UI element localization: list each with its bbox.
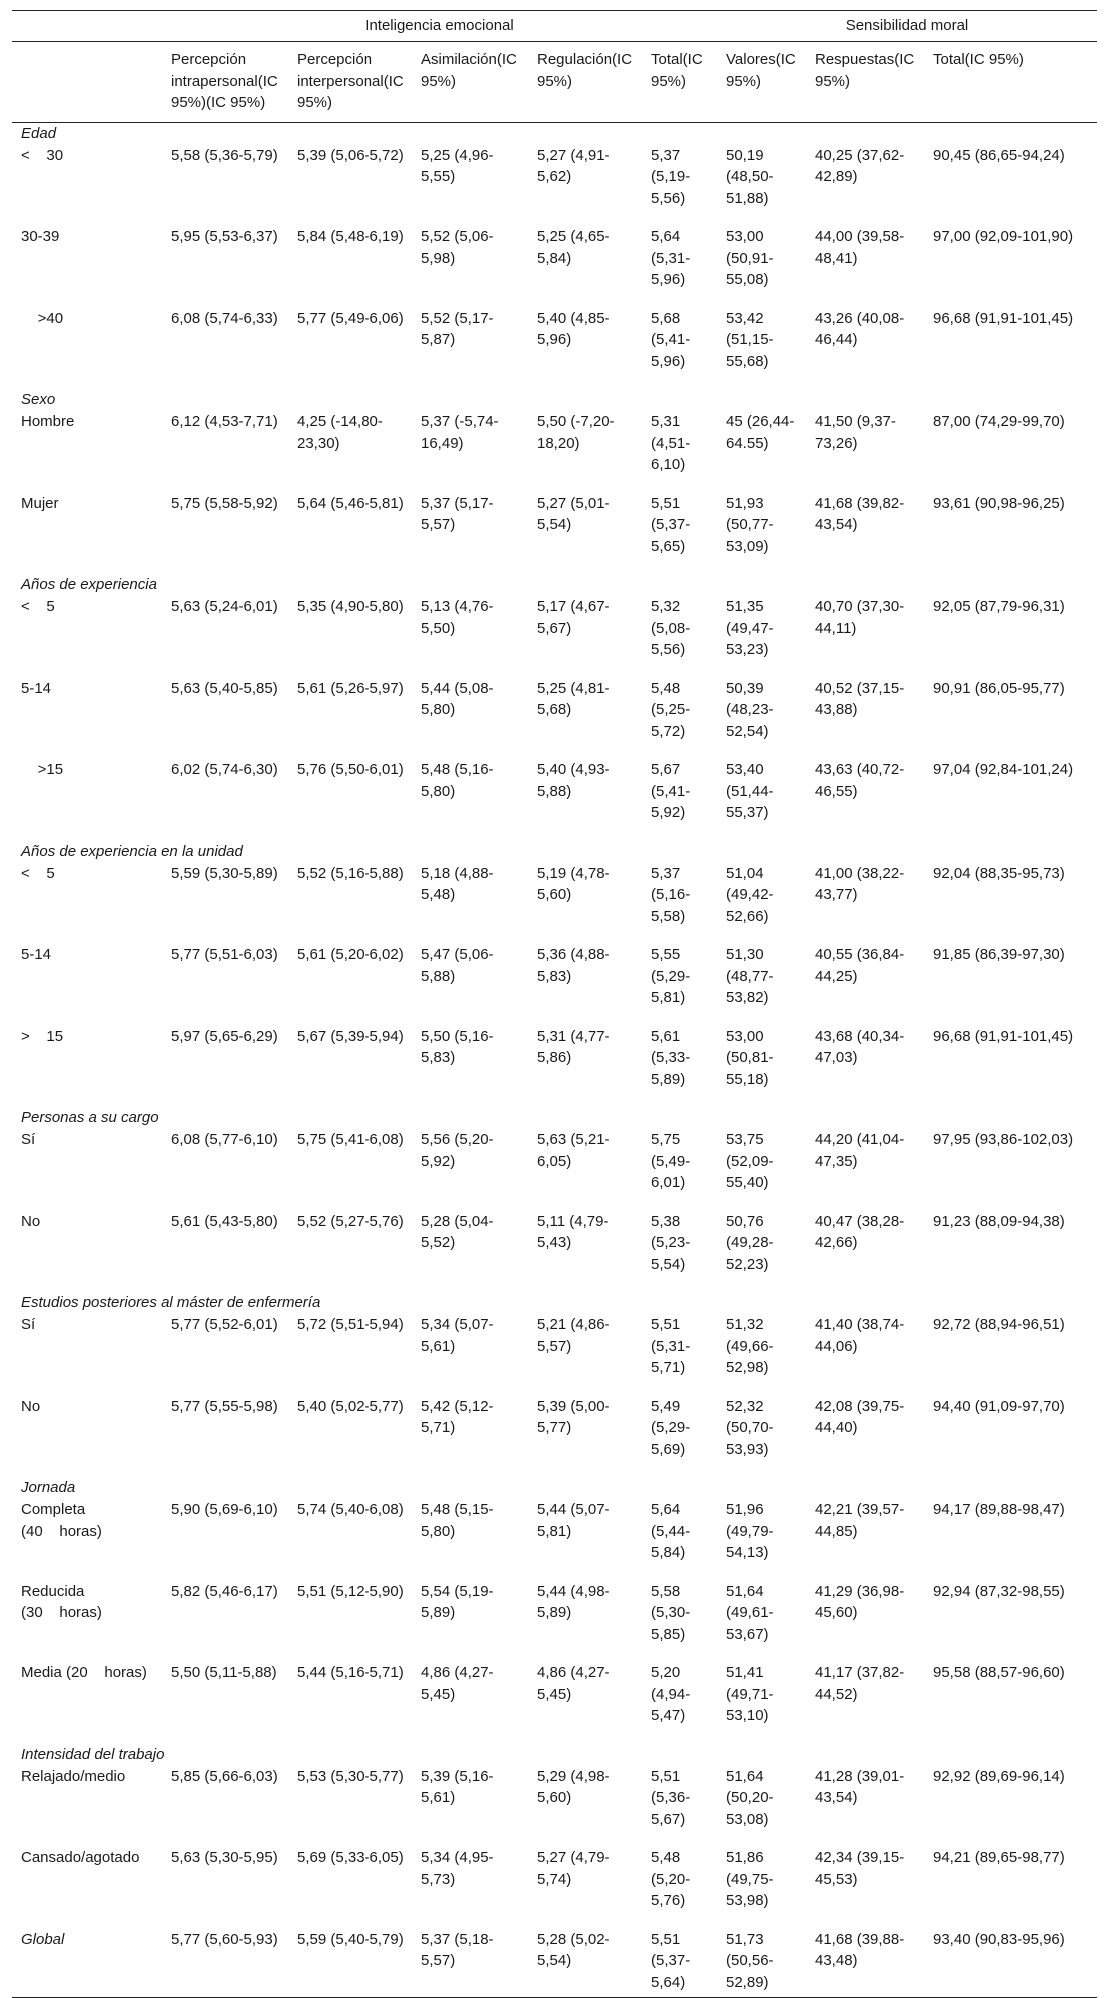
table-cell: 94,21 (89,65-98,77) (933, 1849, 1065, 1866)
table-cell: 96,68 (91,91-101,45) (933, 1027, 1074, 1045)
table-cell: 5,53 (5,30-5,77) (297, 1767, 404, 1785)
row-label: No (21, 1212, 41, 1230)
table-cell: 40,52 (37,15-43,88) (815, 679, 905, 718)
table-cell: 5,61 (5,26-5,97) (297, 679, 404, 697)
table-cell: 5,37 (5,19-5,56) (651, 146, 691, 207)
row-label: 5-14 (21, 946, 52, 963)
table-cell: 92,94 (87,32-98,55) (933, 1582, 1065, 1600)
table-row (12, 596, 1097, 678)
table-cell: 4,25 (-14,80-23,30) (297, 413, 383, 452)
table-cell: 5,64 (5,44-5,84) (651, 1501, 691, 1561)
table-row (12, 944, 1097, 1026)
table-cell: 53,75 (52,09-55,40) (726, 1131, 774, 1191)
table-cell: 4,86 (4,27-5,45) (421, 1664, 494, 1703)
table-cell: 53,40 (51,44-55,37) (726, 761, 774, 821)
table-row (12, 1847, 1097, 1929)
table-cell: 43,68 (40,34-47,03) (815, 1027, 905, 1066)
row-label: >40 (21, 309, 64, 327)
table-cell: 5,28 (5,02-5,54) (528, 1929, 642, 1998)
table-cell: 51,35 (49,47-53,23) (726, 598, 774, 658)
section-title: Estudios posteriores al máster de enfermería (21, 1294, 321, 1311)
table-cell: 5,44 (4,98-5,89) (537, 1582, 610, 1621)
table-cell: 5,19 (4,78-5,60) (537, 864, 610, 903)
column-header-valores: Valores(IC 95%) (717, 42, 806, 123)
table-cell: 5,52 (5,06-5,98) (421, 228, 494, 267)
table-cell: 5,11 (4,79-5,43) (537, 1212, 609, 1251)
table-cell: 45 (26,44-64.55) (726, 413, 795, 452)
table-cell: 5,72 (5,51-5,94) (297, 1316, 404, 1333)
table-cell: 5,49 (5,29-5,69) (651, 1397, 691, 1458)
table-row (12, 145, 1097, 227)
table-cell: 52,32 (50,70-53,93) (726, 1397, 774, 1458)
table-cell: 41,50 (9,37-73,26) (815, 413, 896, 452)
table-cell: 5,61 (5,43-5,80) (171, 1212, 278, 1230)
table-cell: 43,26 (40,08-46,44) (815, 309, 905, 348)
column-header-label (12, 42, 162, 123)
table-cell: 5,51 (5,37-5,64) (642, 1929, 717, 1998)
table-cell: 94,40 (91,09-97,70) (933, 1397, 1065, 1415)
table-cell: 92,72 (88,94-96,51) (933, 1316, 1065, 1333)
table-cell: 5,18 (4,88-5,48) (421, 864, 494, 903)
table-cell: 5,21 (4,86-5,57) (537, 1316, 610, 1355)
table-cell: 5,34 (5,07-5,61) (421, 1316, 494, 1355)
table-cell: 5,67 (5,39-5,94) (297, 1027, 404, 1045)
table-row (12, 226, 1097, 308)
column-header-respuestas: Respuestas(IC 95%) (806, 42, 924, 123)
table-cell: 5,48 (5,25-5,72) (651, 679, 691, 740)
section-title: Años de experiencia en la unidad (21, 842, 243, 860)
column-header-total-ie: Total(IC 95%) (642, 42, 717, 123)
table-cell: 5,63 (5,30-5,95) (171, 1849, 278, 1866)
table-cell: 5,85 (5,66-6,03) (171, 1767, 278, 1785)
section-header-row (12, 574, 1097, 596)
row-label: < 5 (21, 598, 55, 615)
table-cell: 5,52 (5,27-5,76) (297, 1212, 404, 1230)
table-cell: 5,27 (4,91-5,62) (537, 146, 610, 185)
table-cell: 93,61 (90,98-96,25) (933, 494, 1065, 512)
row-label: > 15 (21, 1027, 64, 1045)
table-cell: 51,93 (50,77-53,09) (726, 494, 774, 555)
table-cell: 5,55 (5,29-5,81) (651, 946, 691, 1006)
table-cell: 5,75 (5,41-6,08) (297, 1131, 404, 1148)
table-row (12, 678, 1097, 760)
section-title: Edad (21, 124, 57, 142)
table-cell: 5,40 (4,85-5,96) (537, 309, 610, 348)
table-cell: 90,45 (86,65-94,24) (933, 146, 1065, 164)
table-cell: 5,54 (5,19-5,89) (421, 1582, 494, 1621)
table-cell: 5,39 (5,16-5,61) (421, 1767, 494, 1806)
table-cell: 44,20 (41,04-47,35) (815, 1131, 905, 1170)
table-cell: 6,08 (5,77-6,10) (171, 1131, 278, 1148)
table-cell: 5,95 (5,53-6,37) (171, 228, 278, 245)
table-cell: 5,37 (-5,74-16,49) (421, 413, 499, 452)
table-cell: 5,52 (5,16-5,88) (297, 864, 404, 882)
table-cell: 5,64 (5,31-5,96) (651, 228, 691, 288)
row-label: Cansado/agotado (21, 1849, 140, 1866)
table-cell: 5,82 (5,46-6,17) (171, 1582, 278, 1600)
table-cell: 50,76 (49,28-52,23) (726, 1212, 774, 1273)
section-header-row (12, 1292, 1097, 1314)
table-cell: 4,86 (4,27-5,45) (537, 1664, 610, 1703)
table-cell: 5,63 (5,40-5,85) (171, 679, 278, 697)
table-row (12, 1211, 1097, 1293)
table-cell: 5,51 (5,31-5,71) (651, 1316, 691, 1376)
table-row (12, 863, 1097, 945)
table-cell: 97,00 (92,09-101,90) (933, 228, 1074, 245)
table-cell: 97,95 (93,86-102,03) (933, 1131, 1074, 1148)
table-cell: 5,67 (5,41-5,92) (651, 761, 691, 821)
table-row (12, 1662, 1097, 1744)
table-cell: 95,58 (88,57-96,60) (933, 1664, 1065, 1681)
table-cell: 51,86 (49,75-53,98) (726, 1849, 774, 1909)
table-cell: 41,68 (39,82-43,54) (815, 494, 905, 533)
section-title: Años de experiencia (21, 576, 157, 593)
table-cell: 51,04 (49,42-52,66) (726, 864, 774, 925)
table-cell: 53,42 (51,15-55,68) (726, 309, 774, 370)
table-cell: 5,47 (5,06-5,88) (421, 946, 494, 985)
table-row (12, 308, 1097, 390)
table-row (12, 1581, 1097, 1663)
global-row (12, 1929, 1097, 1998)
table-row (12, 759, 1097, 841)
header-group-inteligencia-emocional: Inteligencia emocional (162, 11, 717, 42)
global-label: Global (12, 1929, 162, 1998)
column-header-total-sm: Total(IC 95%) (924, 42, 1097, 123)
column-header-regulacion: Regulación(IC 95%) (528, 42, 642, 123)
table-cell: 5,63 (5,24-6,01) (171, 598, 278, 615)
table-row (12, 411, 1097, 493)
table-cell: 96,68 (91,91-101,45) (933, 309, 1074, 327)
table-cell: 5,44 (5,08-5,80) (421, 679, 494, 718)
table-cell: 5,75 (5,49-6,01) (651, 1131, 691, 1191)
table-cell: 6,02 (5,74-6,30) (171, 761, 278, 778)
table-cell: 42,08 (39,75-44,40) (815, 1397, 905, 1436)
table-cell: 5,48 (5,16-5,80) (421, 761, 494, 800)
table-cell: 5,63 (5,21-6,05) (537, 1131, 610, 1170)
table-cell: 5,64 (5,46-5,81) (297, 494, 404, 512)
table-cell: 5,42 (5,12-5,71) (421, 1397, 494, 1436)
table-cell: 5,25 (4,65-5,84) (537, 228, 610, 267)
table-row (12, 1129, 1097, 1211)
header-group-empty (12, 11, 162, 42)
table-cell: 5,28 (5,04-5,52) (421, 1212, 494, 1251)
table-header (12, 11, 1097, 123)
row-label: Hombre (21, 413, 75, 430)
table-cell: 40,55 (36,84-44,25) (815, 946, 905, 985)
table-cell: 5,51 (5,12-5,90) (297, 1582, 404, 1600)
section-header-row (12, 122, 1097, 145)
table-cell: 5,77 (5,49-6,06) (297, 309, 404, 327)
table-cell: 5,48 (5,15-5,80) (421, 1501, 494, 1540)
table-cell: 40,70 (37,30-44,11) (815, 598, 905, 637)
table-cell: 5,75 (5,58-5,92) (171, 494, 278, 512)
table-cell: 42,21 (39,57-44,85) (815, 1501, 905, 1540)
table-cell: 6,08 (5,74-6,33) (171, 309, 278, 327)
table-row (12, 1499, 1097, 1581)
table-cell: 51,73 (50,56-52,89) (717, 1929, 806, 1998)
table-cell: 43,63 (40,72-46,55) (815, 761, 905, 800)
table-cell: 91,85 (86,39-97,30) (933, 946, 1065, 963)
table-cell: 5,13 (4,76-5,50) (421, 598, 494, 637)
table-cell: 5,25 (4,96-5,55) (421, 146, 494, 185)
row-label: Media (20 horas) (21, 1664, 147, 1681)
table-cell: 51,64 (49,61-53,67) (726, 1582, 774, 1643)
table-cell: 92,05 (87,79-96,31) (933, 598, 1065, 615)
section-title: Jornada (21, 1479, 76, 1496)
table-cell: 5,69 (5,33-6,05) (297, 1849, 404, 1866)
table-row (12, 1396, 1097, 1478)
table-cell: 87,00 (74,29-99,70) (933, 413, 1065, 430)
table-cell: 41,28 (39,01-43,54) (815, 1767, 905, 1806)
table-cell: 5,40 (4,93-5,88) (537, 761, 610, 800)
table-cell: 5,35 (4,90-5,80) (297, 598, 404, 615)
header-column-row (12, 42, 1097, 123)
table-cell: 42,34 (39,15-45,53) (815, 1849, 905, 1888)
table-cell: 5,36 (4,88-5,83) (537, 946, 610, 985)
table-cell: 53,00 (50,81-55,18) (726, 1027, 774, 1088)
table-cell: 5,39 (5,06-5,72) (297, 146, 404, 164)
header-group-sensibilidad-moral: Sensibilidad moral (717, 11, 1097, 42)
table-cell: 5,76 (5,50-6,01) (297, 761, 404, 778)
table-cell: 5,77 (5,52-6,01) (171, 1316, 278, 1333)
row-label: >15 (21, 761, 64, 778)
table-cell: 5,77 (5,51-6,03) (171, 946, 278, 963)
row-label: Reducida (30 horas) (21, 1582, 102, 1621)
table-cell: 5,56 (5,20-5,92) (421, 1131, 494, 1170)
table-cell: 41,00 (38,22-43,77) (815, 864, 905, 903)
table-cell: 44,00 (39,58-48,41) (815, 228, 905, 267)
column-header-percepcion-intrapersonal: Percepción intrapersonal(IC 95%)(IC 95%) (162, 42, 288, 123)
row-label: Mujer (21, 494, 59, 512)
table-cell: 50,19 (48,50-51,88) (726, 146, 774, 207)
table-cell: 5,44 (5,16-5,71) (297, 1664, 404, 1681)
table-cell: 5,27 (4,79-5,74) (537, 1849, 610, 1888)
header-group-row (12, 11, 1097, 42)
table-cell: 5,48 (5,20-5,76) (651, 1849, 691, 1909)
table-cell: 5,25 (4,81-5,68) (537, 679, 610, 718)
table-cell: 5,20 (4,94-5,47) (651, 1664, 691, 1724)
table-cell: 5,40 (5,02-5,77) (297, 1397, 404, 1415)
table-cell: 53,00 (50,91-55,08) (726, 228, 774, 288)
row-label: Sí (21, 1131, 36, 1148)
table-body (12, 122, 1097, 1998)
table-cell: 5,50 (5,11-5,88) (171, 1664, 277, 1681)
results-table-container (12, 10, 1097, 1998)
table-cell: 5,58 (5,30-5,85) (651, 1582, 691, 1643)
table-cell: 5,84 (5,48-6,19) (297, 228, 404, 245)
table-row (12, 1314, 1097, 1396)
row-label: 30-39 (21, 228, 60, 245)
table-cell: 5,29 (4,98-5,60) (537, 1767, 610, 1806)
table-row (12, 1766, 1097, 1848)
table-cell: 41,17 (37,82-44,52) (815, 1664, 905, 1703)
section-header-row (12, 841, 1097, 863)
results-table (12, 10, 1097, 1998)
table-cell: 40,25 (37,62-42,89) (815, 146, 905, 185)
table-cell: 90,91 (86,05-95,77) (933, 679, 1065, 697)
row-label: Completa (40 horas) (21, 1501, 102, 1540)
table-cell: 5,37 (5,16-5,58) (651, 864, 691, 925)
table-cell: 51,32 (49,66-52,98) (726, 1316, 774, 1376)
table-cell: 5,27 (5,01-5,54) (537, 494, 610, 533)
table-cell: 5,61 (5,20-6,02) (297, 946, 404, 963)
section-header-row (12, 1744, 1097, 1766)
section-title: Sexo (21, 391, 56, 408)
table-cell: 5,74 (5,40-6,08) (297, 1501, 404, 1518)
section-header-row (12, 389, 1097, 411)
table-cell: 40,47 (38,28-42,66) (815, 1212, 905, 1251)
table-cell: 5,44 (5,07-5,81) (537, 1501, 610, 1540)
row-label: < 5 (21, 864, 55, 882)
table-cell: 5,61 (5,33-5,89) (651, 1027, 691, 1088)
table-cell: 5,51 (5,36-5,67) (651, 1767, 691, 1828)
row-label: No (21, 1397, 41, 1415)
table-cell: 5,52 (5,17-5,87) (421, 309, 494, 348)
table-cell: 5,50 (5,16-5,83) (421, 1027, 494, 1066)
table-cell: 5,77 (5,60-5,93) (162, 1929, 288, 1998)
column-header-asimilacion: Asimilación(IC 95%) (412, 42, 528, 123)
table-cell: 5,31 (4,51-6,10) (651, 413, 691, 473)
section-title: Personas a su cargo (21, 1109, 159, 1126)
table-cell: 5,39 (5,00-5,77) (537, 1397, 610, 1436)
table-cell: 5,68 (5,41-5,96) (651, 309, 691, 370)
table-cell: 5,59 (5,30-5,89) (171, 864, 278, 882)
table-cell: 5,38 (5,23-5,54) (651, 1212, 691, 1273)
table-cell: 50,39 (48,23-52,54) (726, 679, 774, 740)
section-header-row (12, 1107, 1097, 1129)
table-cell: 51,64 (50,20-53,08) (726, 1767, 774, 1828)
table-cell: 5,59 (5,40-5,79) (288, 1929, 412, 1998)
column-header-percepcion-interpersonal: Percepción interpersonal(IC 95%) (288, 42, 412, 123)
table-cell: 51,41 (49,71-53,10) (726, 1664, 774, 1724)
table-cell: 5,51 (5,37-5,65) (651, 494, 691, 555)
table-cell: 5,37 (5,18-5,57) (412, 1929, 528, 1998)
row-label: 5-14 (21, 679, 52, 697)
table-cell: 51,30 (48,77-53,82) (726, 946, 774, 1006)
table-cell: 5,77 (5,55-5,98) (171, 1397, 278, 1415)
table-cell: 6,12 (4,53-7,71) (171, 413, 278, 430)
table-cell: 5,37 (5,17-5,57) (421, 494, 494, 533)
section-title: Intensidad del trabajo (21, 1745, 165, 1763)
table-cell: 92,92 (89,69-96,14) (933, 1767, 1065, 1785)
row-label: Sí (21, 1316, 36, 1333)
table-cell: 5,90 (5,69-6,10) (171, 1501, 278, 1518)
table-cell: 5,58 (5,36-5,79) (171, 146, 278, 164)
table-cell: 5,50 (-7,20-18,20) (537, 413, 615, 452)
table-cell: 41,40 (38,74-44,06) (815, 1316, 905, 1355)
table-cell: 5,32 (5,08-5,56) (651, 598, 691, 658)
row-label: < 30 (21, 146, 64, 164)
table-cell: 97,04 (92,84-101,24) (933, 761, 1074, 778)
table-cell: 94,17 (89,88-98,47) (933, 1501, 1065, 1518)
table-row (12, 493, 1097, 575)
table-cell: 5,17 (4,67-5,67) (537, 598, 610, 637)
table-cell: 41,68 (39,88-43,48) (806, 1929, 924, 1998)
table-cell: 5,31 (4,77-5,86) (537, 1027, 610, 1066)
table-row (12, 1026, 1097, 1108)
table-cell: 91,23 (88,09-94,38) (933, 1212, 1065, 1230)
table-cell: 41,29 (36,98-45,60) (815, 1582, 905, 1621)
table-cell: 5,97 (5,65-6,29) (171, 1027, 278, 1045)
table-cell: 51,96 (49,79-54,13) (726, 1501, 774, 1561)
table-cell: 93,40 (90,83-95,96) (924, 1929, 1097, 1998)
table-cell: 5,34 (4,95-5,73) (421, 1849, 494, 1888)
row-label: Relajado/medio (21, 1767, 126, 1785)
section-header-row (12, 1477, 1097, 1499)
table-cell: 92,04 (88,35-95,73) (933, 864, 1065, 882)
